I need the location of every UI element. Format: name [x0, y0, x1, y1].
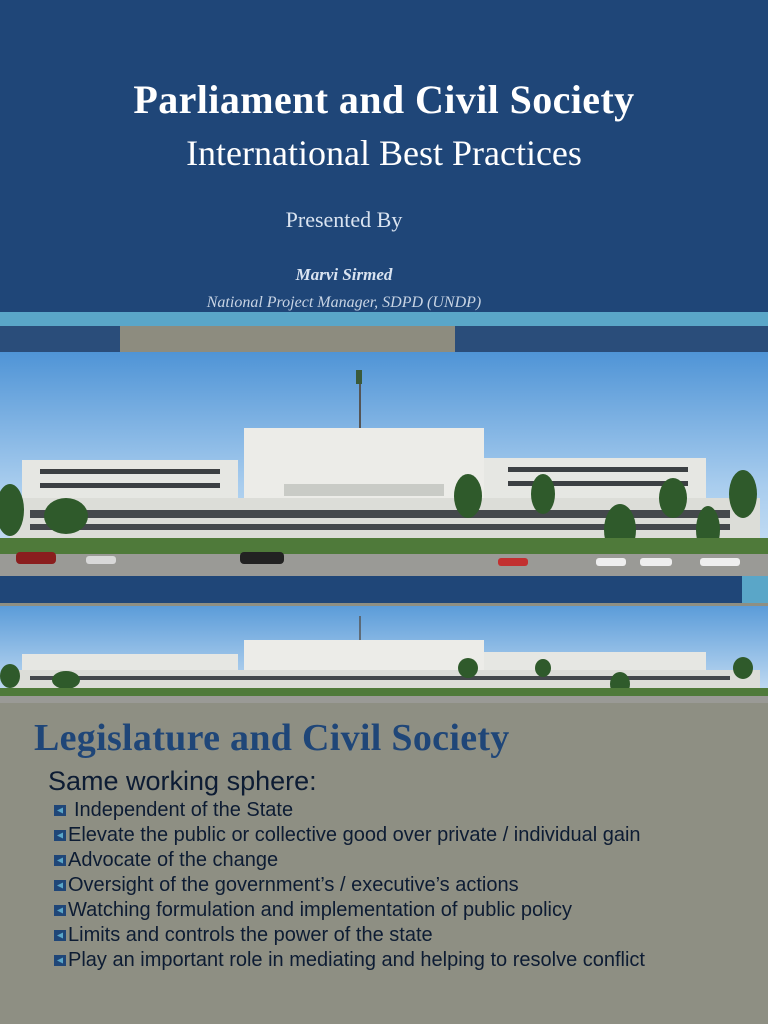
decorative-band [0, 326, 768, 352]
bullet-icon [54, 955, 66, 966]
section-heading: Legislature and Civil Society [34, 717, 510, 759]
bullet-icon [54, 880, 66, 891]
list-item: Elevate the public or collective good over private / individual gain [52, 824, 752, 846]
presenter-role: National Project Manager, SDPD (UNDP) [206, 294, 482, 311]
presenter-name: Marvi Sirmed [295, 265, 393, 284]
accent-stripe [0, 312, 768, 326]
list-item: Watching formulation and implementation of public policy [52, 899, 752, 921]
bullet-list [52, 799, 752, 974]
bullet-icon [54, 855, 66, 866]
list-item: Limits and controls the power of the state [52, 924, 752, 946]
presented-by-label: Presented By [285, 207, 403, 232]
slide-content [0, 603, 768, 1024]
lead-text: Same working sphere: [48, 766, 317, 796]
bullet-icon [54, 930, 66, 941]
slide-title-heading: Parliament and Civil Society [133, 77, 635, 122]
bullet-icon [54, 805, 66, 816]
bottom-stripe [0, 576, 768, 603]
slide-subtitle: International Best Practices [186, 133, 582, 173]
bullet-icon [54, 905, 66, 916]
parliament-building-photo [0, 352, 768, 576]
list-item: Play an important role in mediating and helping to resolve conflict [52, 949, 752, 971]
list-item: Advocate of the change [52, 849, 752, 871]
parliament-building-banner [0, 606, 768, 703]
list-item: Oversight of the government’s / executive’s actions [52, 874, 752, 896]
list-item: Independent of the State [52, 799, 752, 821]
bullet-icon [54, 830, 66, 841]
